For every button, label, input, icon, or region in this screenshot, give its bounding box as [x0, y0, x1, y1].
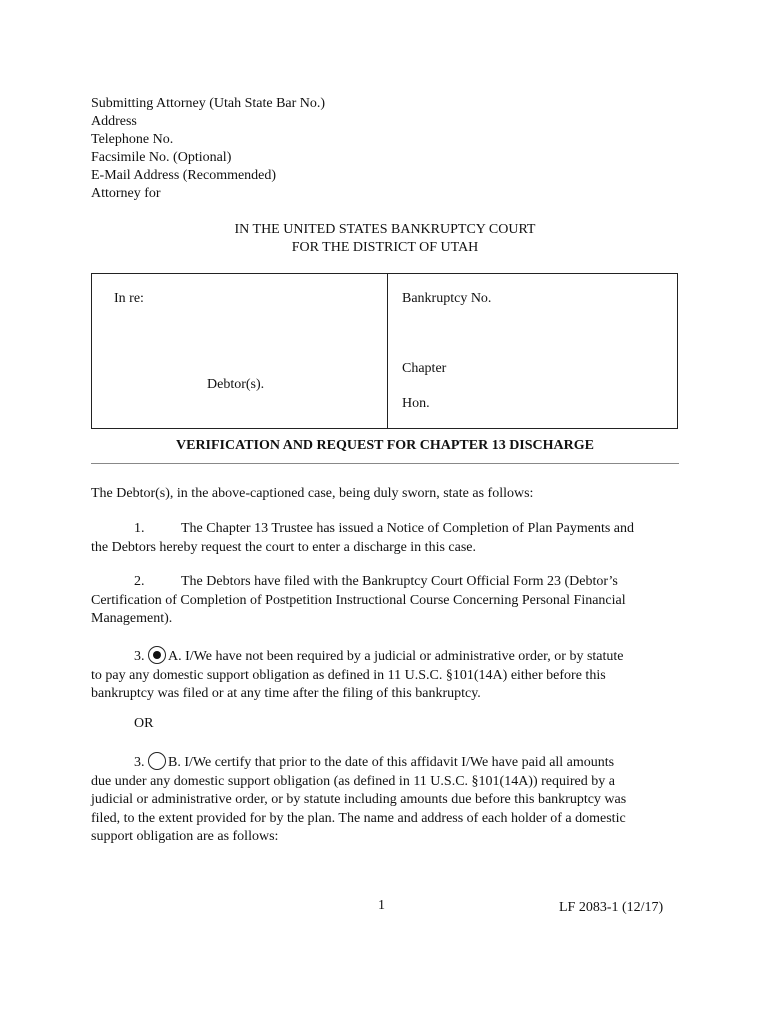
item-3b	[91, 752, 681, 847]
item-3b-text: B. I/We certify that prior to the date of this affidavit I/We have paid all amounts	[168, 755, 615, 770]
radio-selected-dot	[153, 651, 161, 659]
court-heading	[0, 221, 770, 257]
item-3b-number: 3.	[134, 755, 145, 770]
item-3a-text-line2: to pay any domestic support obligation as defined in 11 U.S.C. §101(14A) either before this	[91, 667, 606, 683]
attorney-facsimile: Facsimile No. (Optional)	[91, 150, 232, 165]
item-3a-text-line3: bankruptcy was filed or at any time after the filing of this bankruptcy.	[91, 686, 481, 701]
item-2-number: 2.	[134, 574, 145, 589]
attorney-info-block	[91, 95, 325, 203]
attorney-email: E-Mail Address (Recommended)	[91, 168, 277, 183]
option-a-radio[interactable]	[148, 646, 166, 664]
option-b-radio[interactable]	[148, 752, 166, 770]
court-name: IN THE UNITED STATES BANKRUPTCY COURT	[234, 222, 536, 237]
bankruptcy-number-label: Bankruptcy No.	[402, 291, 492, 306]
intro-statement: The Debtor(s), in the above-captioned case, being duly sworn, state as follows:	[91, 486, 534, 501]
in-re-label: In re:	[114, 291, 144, 306]
case-caption-box	[91, 273, 678, 429]
item-1-text-cont: the Debtors hereby request the court to enter a discharge in this case.	[91, 539, 476, 555]
item-2-text-line2: Certification of Completion of Postpetition Instructional Course Concerning Personal Financial	[91, 592, 626, 608]
or-separator: OR	[134, 716, 154, 731]
judge-label: Hon.	[402, 396, 430, 411]
item-3b-text-line4: filed, to the extent provided for by the plan. The name and address of each holder of a domestic	[91, 810, 626, 826]
item-2	[91, 573, 681, 629]
item-1	[91, 520, 681, 557]
debtors-label: Debtor(s).	[207, 377, 265, 392]
item-1-number: 1.	[134, 521, 145, 536]
item-3b-text-line3: judicial or administrative order, or by statute including amounts due before this bankruptcy was	[91, 792, 627, 807]
attorney-bar-number: Submitting Attorney (Utah State Bar No.)	[91, 96, 326, 111]
item-2-text: The Debtors have filed with the Bankruptcy Court Official Form 23 (Debtor’s	[181, 574, 618, 589]
item-3b-text-line2: due under any domestic support obligation (as defined in 11 U.S.C. §101(14A)) required by a	[91, 773, 615, 789]
item-3a	[91, 646, 681, 704]
item-3b-text-line5: support obligation are as follows:	[91, 829, 279, 844]
item-1-text: The Chapter 13 Trustee has issued a Notice of Completion of Plan Payments and	[181, 521, 634, 536]
court-district: FOR THE DISTRICT OF UTAH	[291, 240, 479, 255]
chapter-label: Chapter	[402, 361, 447, 376]
attorney-telephone: Telephone No.	[91, 132, 174, 147]
page-number: 1	[378, 898, 385, 913]
document-title: VERIFICATION AND REQUEST FOR CHAPTER 13 DISCHARGE	[176, 438, 594, 453]
form-identifier: LF 2083-1 (12/17)	[559, 900, 664, 915]
item-2-text-line3: Management).	[91, 611, 173, 626]
title-underline	[91, 463, 679, 464]
item-3a-text: A. I/We have not been required by a judicial or administrative order, or by statute	[168, 649, 624, 664]
attorney-for: Attorney for	[91, 186, 161, 201]
attorney-address: Address	[91, 114, 137, 129]
caption-divider	[387, 274, 388, 428]
item-3a-number: 3.	[134, 649, 145, 664]
